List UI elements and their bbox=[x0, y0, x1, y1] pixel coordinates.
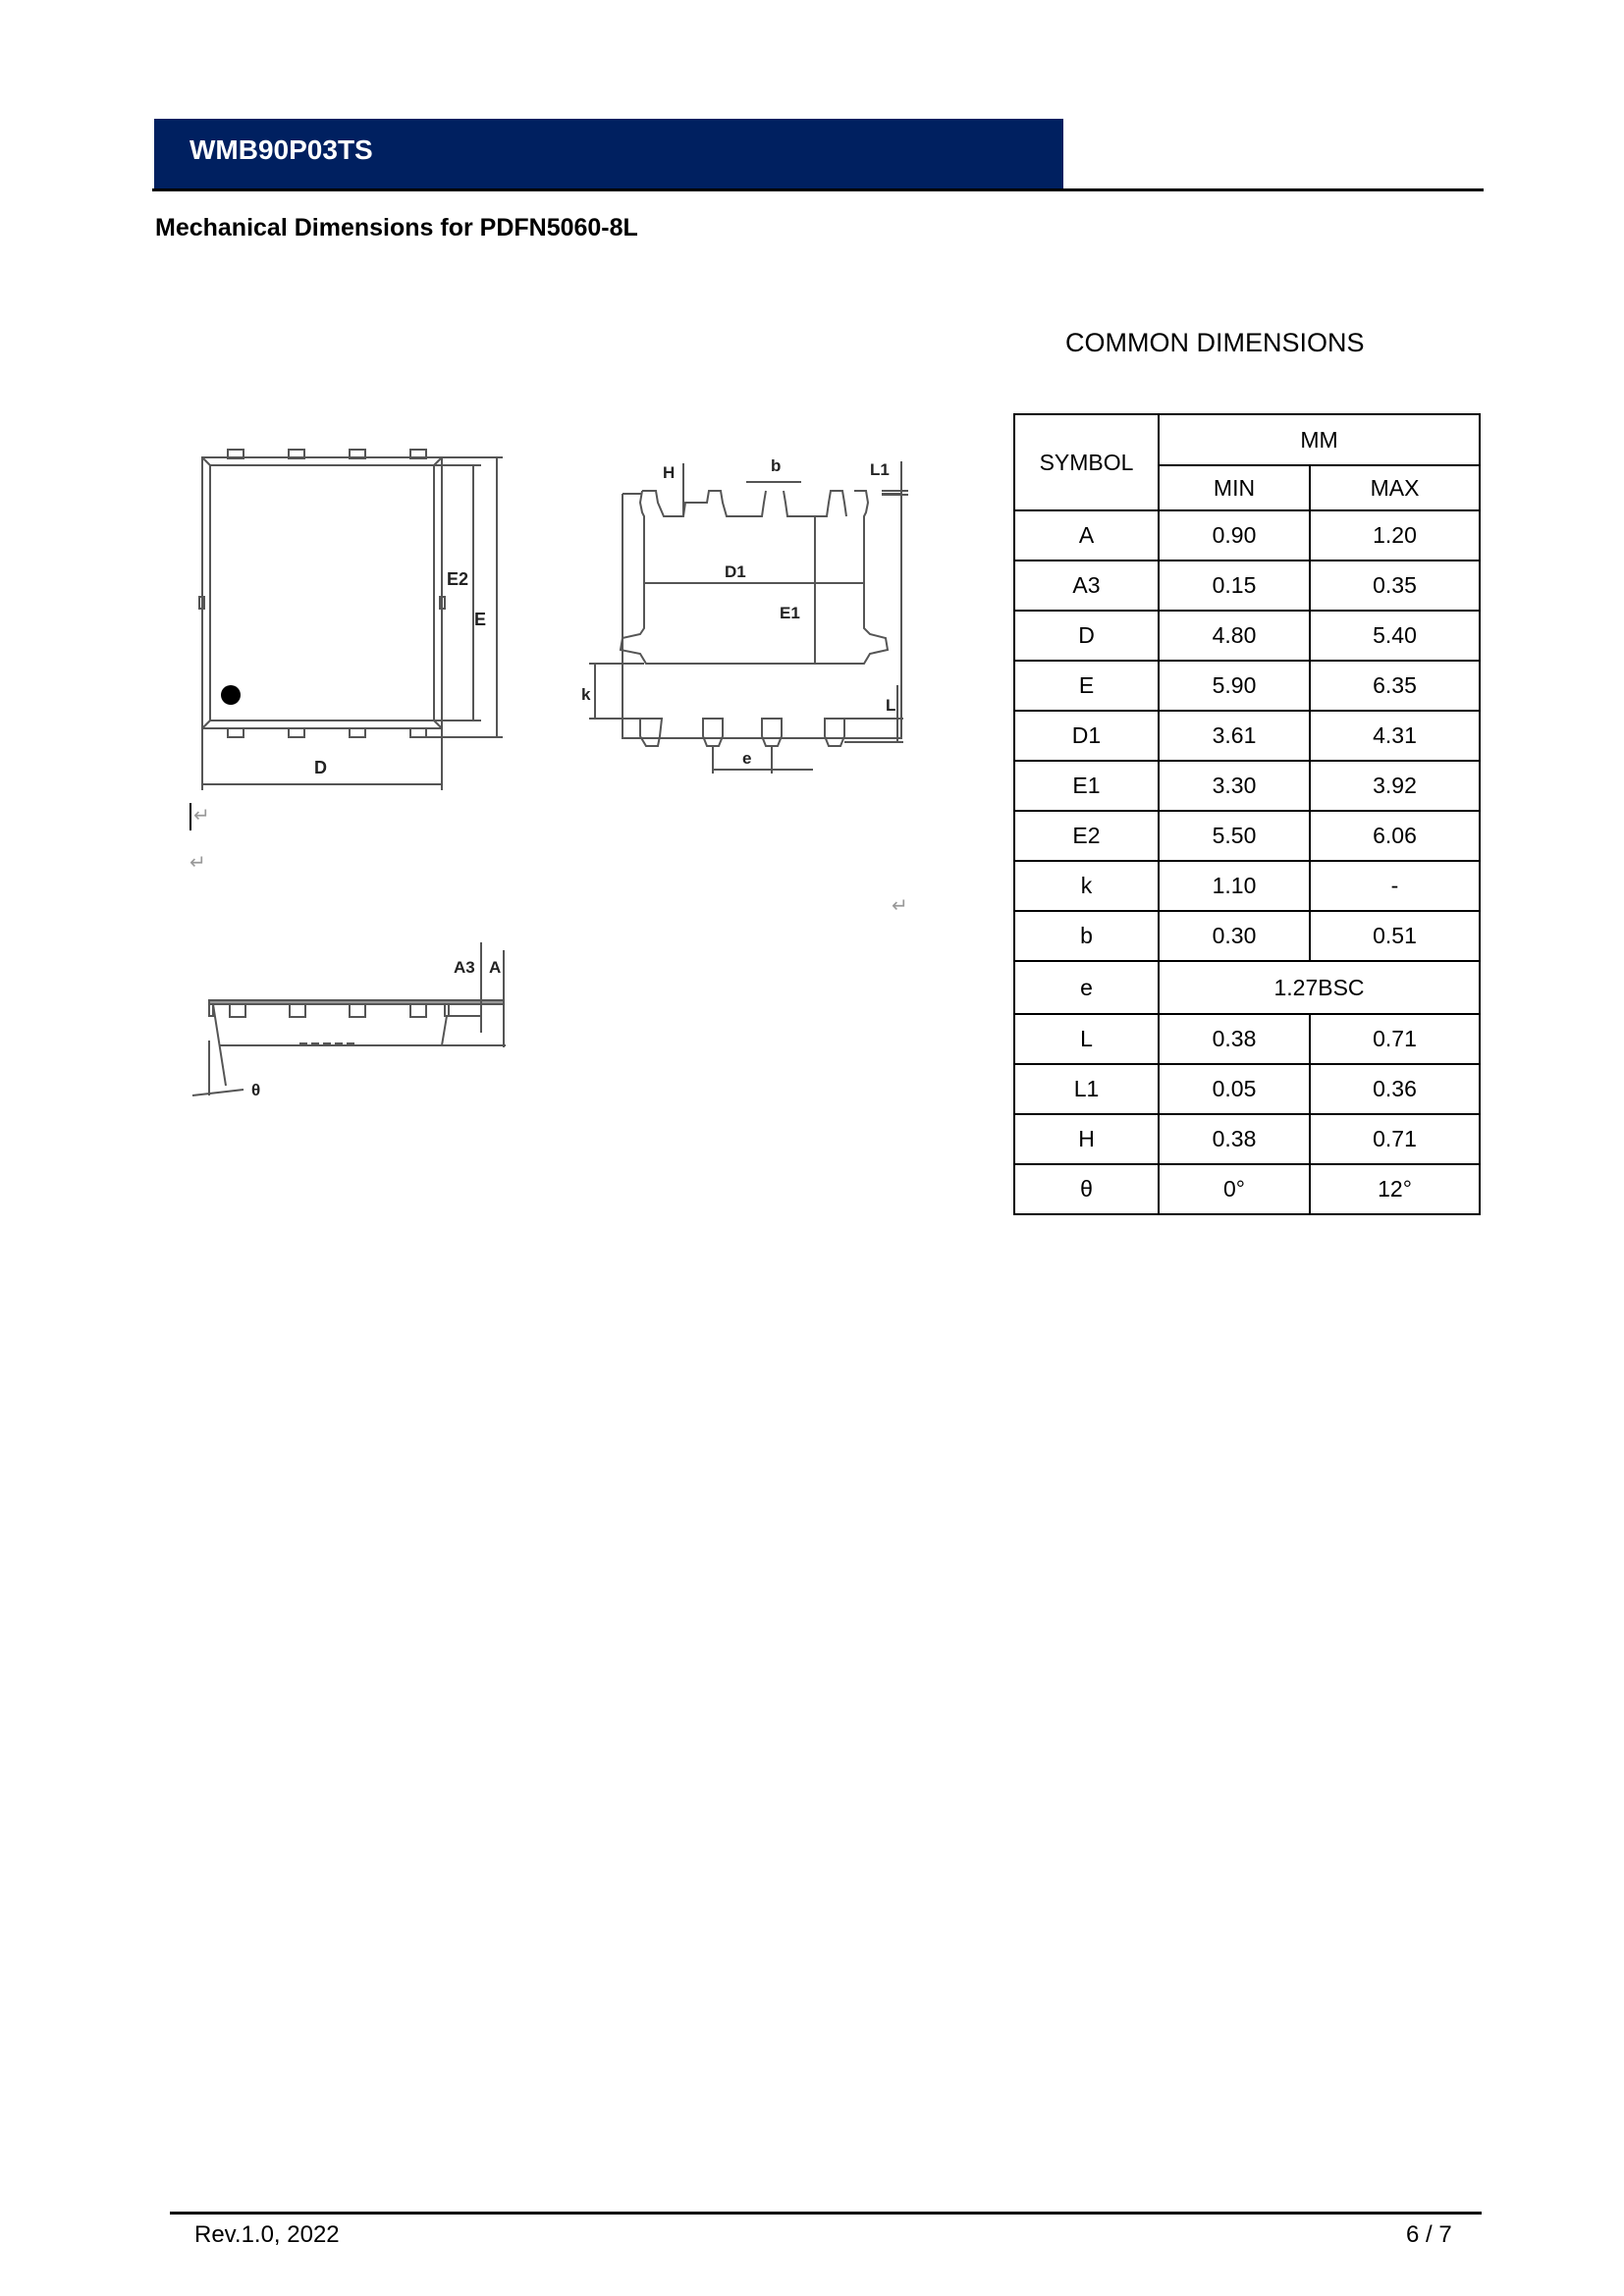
table-header-row bbox=[1014, 414, 1480, 465]
cell-min: 5.90 bbox=[1159, 661, 1310, 711]
dimensions-table bbox=[1013, 413, 1481, 1215]
cell-max: 0.51 bbox=[1310, 911, 1480, 961]
cell-symbol: D bbox=[1014, 611, 1159, 661]
cell-symbol: e bbox=[1014, 961, 1159, 1014]
paragraph-mark: ↵ bbox=[189, 852, 206, 874]
cell-max: 0.36 bbox=[1310, 1064, 1480, 1114]
cell-symbol: E2 bbox=[1014, 811, 1159, 861]
cell-symbol: A3 bbox=[1014, 561, 1159, 611]
header-symbol: SYMBOL bbox=[1014, 414, 1159, 510]
table-row bbox=[1014, 761, 1480, 811]
label-e1: E1 bbox=[780, 604, 800, 622]
label-e: E bbox=[474, 610, 487, 629]
table-row bbox=[1014, 510, 1480, 561]
bottom-view-drawing bbox=[569, 442, 923, 785]
label-l1: L1 bbox=[870, 460, 890, 479]
label-theta: θ bbox=[251, 1081, 261, 1099]
document-title: WMB90P03TS bbox=[189, 134, 373, 165]
cell-max: 1.20 bbox=[1310, 510, 1480, 561]
label-h: H bbox=[663, 463, 676, 482]
cell-symbol: b bbox=[1014, 911, 1159, 961]
table-row bbox=[1014, 911, 1480, 961]
table-row bbox=[1014, 811, 1480, 861]
cell-symbol: A bbox=[1014, 510, 1159, 561]
cell-min: 3.30 bbox=[1159, 761, 1310, 811]
table-row bbox=[1014, 1064, 1480, 1114]
cell-max: 6.06 bbox=[1310, 811, 1480, 861]
top-view-drawing bbox=[187, 442, 511, 795]
label-d: D bbox=[314, 758, 327, 777]
cell-max: 0.71 bbox=[1310, 1014, 1480, 1064]
cell-min: 3.61 bbox=[1159, 711, 1310, 761]
pin1-marker-icon bbox=[221, 685, 241, 705]
cell-symbol: E1 bbox=[1014, 761, 1159, 811]
cell-max: 4.31 bbox=[1310, 711, 1480, 761]
section-title: Mechanical Dimensions for PDFN5060-8L bbox=[155, 214, 638, 241]
cell-symbol: L bbox=[1014, 1014, 1159, 1064]
cell-symbol: D1 bbox=[1014, 711, 1159, 761]
cell-min: 0.05 bbox=[1159, 1064, 1310, 1114]
cell-max: 3.92 bbox=[1310, 761, 1480, 811]
cell-min: 1.10 bbox=[1159, 861, 1310, 911]
cell-min: 5.50 bbox=[1159, 811, 1310, 861]
table-row bbox=[1014, 961, 1480, 1014]
table-title: COMMON DIMENSIONS bbox=[1065, 328, 1365, 357]
cell-symbol: L1 bbox=[1014, 1064, 1159, 1114]
table-row bbox=[1014, 861, 1480, 911]
cell-min: 4.80 bbox=[1159, 611, 1310, 661]
table-row bbox=[1014, 611, 1480, 661]
cell-max: 0.35 bbox=[1310, 561, 1480, 611]
side-view-drawing bbox=[187, 942, 530, 1119]
label-a: A bbox=[489, 958, 502, 977]
header-max: MAX bbox=[1310, 465, 1480, 510]
paragraph-mark: ↵ bbox=[193, 805, 210, 827]
header-divider bbox=[152, 188, 1484, 191]
cell-max: 12° bbox=[1310, 1164, 1480, 1214]
footer-divider bbox=[170, 2212, 1482, 2215]
table-row bbox=[1014, 1164, 1480, 1214]
cell-symbol: k bbox=[1014, 861, 1159, 911]
label-b: b bbox=[771, 456, 782, 475]
cell-min: 0.15 bbox=[1159, 561, 1310, 611]
header-unit: MM bbox=[1159, 414, 1480, 465]
cell-min: 0.38 bbox=[1159, 1114, 1310, 1164]
cell-max: 0.71 bbox=[1310, 1114, 1480, 1164]
cell-min: 0.30 bbox=[1159, 911, 1310, 961]
table-row bbox=[1014, 561, 1480, 611]
revision-label: Rev.1.0, 2022 bbox=[194, 2221, 340, 2248]
table-row bbox=[1014, 661, 1480, 711]
label-e-pitch: e bbox=[742, 749, 752, 768]
label-l: L bbox=[886, 696, 896, 715]
cell-max: 6.35 bbox=[1310, 661, 1480, 711]
header-min: MIN bbox=[1159, 465, 1310, 510]
cell-symbol: θ bbox=[1014, 1164, 1159, 1214]
cell-min: 0.38 bbox=[1159, 1014, 1310, 1064]
cell-span-value: 1.27BSC bbox=[1159, 961, 1480, 1014]
cell-symbol: E bbox=[1014, 661, 1159, 711]
paragraph-mark: ↵ bbox=[892, 895, 908, 917]
page-number: 6 / 7 bbox=[1406, 2221, 1452, 2248]
label-k: k bbox=[581, 685, 591, 704]
label-a3: A3 bbox=[454, 958, 475, 977]
cell-min: 0° bbox=[1159, 1164, 1310, 1214]
cell-min: 0.90 bbox=[1159, 510, 1310, 561]
table-row bbox=[1014, 711, 1480, 761]
table-row bbox=[1014, 1114, 1480, 1164]
label-d1: D1 bbox=[725, 562, 746, 581]
text-cursor bbox=[189, 803, 191, 830]
cell-symbol: H bbox=[1014, 1114, 1159, 1164]
cell-max: - bbox=[1310, 861, 1480, 911]
table-row bbox=[1014, 1014, 1480, 1064]
label-e2: E2 bbox=[447, 569, 469, 589]
cell-max: 5.40 bbox=[1310, 611, 1480, 661]
